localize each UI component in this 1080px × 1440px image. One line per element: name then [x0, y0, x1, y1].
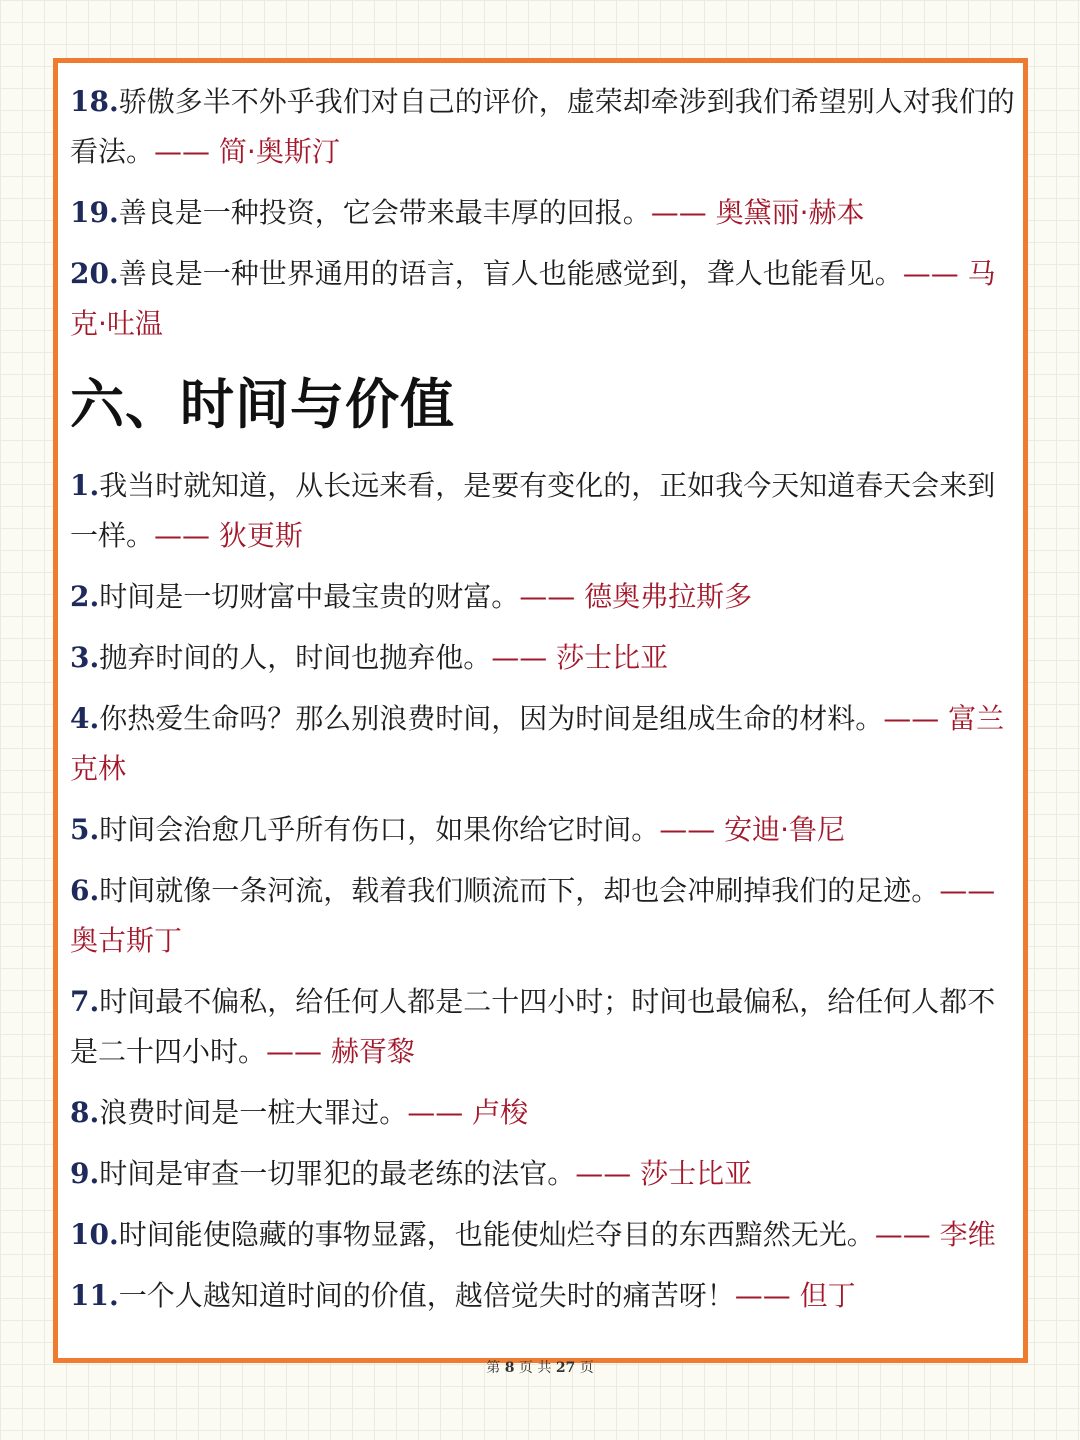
- quote-dash: ——: [266, 1035, 323, 1068]
- quote-number: 11.: [70, 1279, 119, 1312]
- quote-text: 浪费时间是一桩大罪过。: [99, 1096, 408, 1129]
- quote-author: 但丁: [799, 1279, 856, 1312]
- quote-number: 20.: [70, 257, 119, 290]
- quote-dash: ——: [939, 874, 996, 907]
- quote-item: [70, 694, 1015, 794]
- quote-item: [70, 1088, 1015, 1138]
- quote-number: 4.: [70, 702, 100, 735]
- quote-item: [70, 1210, 1015, 1260]
- quote-dash: ——: [650, 196, 707, 229]
- quote-dash: ——: [519, 580, 576, 613]
- footer-page-number: 8: [504, 1360, 515, 1376]
- quote-item: [70, 188, 1015, 238]
- quote-dash: ——: [575, 1157, 632, 1190]
- quote-item: [70, 249, 1015, 349]
- quote-item: [70, 461, 1015, 561]
- quote-item: [70, 77, 1015, 177]
- quote-dash: ——: [491, 641, 548, 674]
- footer-suffix: 页: [579, 1360, 594, 1376]
- quote-item: [70, 572, 1015, 622]
- quote-dash: ——: [874, 1218, 931, 1251]
- quote-item: [70, 1149, 1015, 1199]
- quote-text: 时间最不偏私，给任何人都是二十四小时；时间也最偏私，给任何人都不是二十四小时。: [70, 985, 996, 1068]
- quote-author: 奥黛丽·赫本: [715, 196, 865, 229]
- quote-dash: ——: [734, 1279, 791, 1312]
- quote-number: 3.: [70, 641, 100, 674]
- quote-dash: ——: [659, 813, 716, 846]
- quote-item: [70, 633, 1015, 683]
- quote-author: 富兰克林: [70, 702, 1005, 785]
- quote-text: 一个人越知道时间的价值，越倍觉失时的痛苦呀！: [118, 1279, 735, 1312]
- quote-number: 19.: [70, 196, 119, 229]
- quote-item: [70, 1271, 1015, 1321]
- quote-number: 1.: [70, 469, 100, 502]
- quote-number: 7.: [70, 985, 100, 1018]
- footer-prefix: 第: [486, 1360, 501, 1376]
- quote-author: 赫胥黎: [330, 1035, 415, 1068]
- quote-number: 5.: [70, 813, 100, 846]
- quote-author: 奥古斯丁: [70, 924, 183, 957]
- quote-dash: ——: [902, 257, 959, 290]
- quote-author: 李维: [939, 1218, 996, 1251]
- quote-text: 你热爱生命吗？那么别浪费时间，因为时间是组成生命的材料。: [99, 702, 884, 735]
- quote-author: 马克·吐温: [70, 257, 996, 340]
- quote-dash: ——: [154, 135, 211, 168]
- section-heading: 六、时间与价值: [70, 373, 455, 436]
- quote-text: 骄傲多半不外乎我们对自己的评价，虚荣却牵涉到我们希望别人对我们的看法。: [70, 85, 1015, 168]
- quote-dash: ——: [883, 702, 940, 735]
- footer-total-pages: 27: [555, 1360, 576, 1376]
- quote-text: 抛弃时间的人，时间也抛弃他。: [99, 641, 492, 674]
- quote-number: 9.: [70, 1157, 100, 1190]
- quote-text: 善良是一种世界通用的语言，盲人也能感觉到，聋人也能看见。: [118, 257, 903, 290]
- quote-dash: ——: [407, 1096, 464, 1129]
- quote-dash: ——: [154, 519, 211, 552]
- quote-author: 简·奥斯汀: [218, 135, 340, 168]
- quote-item: [70, 866, 1015, 966]
- quote-author: 莎士比亚: [556, 641, 669, 674]
- footer-middle: 页 共: [518, 1360, 552, 1376]
- quote-author: 安迪·鲁尼: [724, 813, 846, 846]
- quote-text: 时间是审查一切罪犯的最老练的法官。: [99, 1157, 576, 1190]
- content-card: [53, 58, 1028, 1363]
- quote-item: [70, 977, 1015, 1077]
- quote-author: 卢梭: [472, 1096, 529, 1129]
- quote-text: 善良是一种投资，它会带来最丰厚的回报。: [118, 196, 651, 229]
- quote-list: [70, 77, 1015, 1332]
- quote-number: 6.: [70, 874, 100, 907]
- quote-number: 18.: [70, 85, 119, 118]
- quote-number: 10.: [70, 1218, 119, 1251]
- quote-text: 时间就像一条河流，载着我们顺流而下，却也会冲刷掉我们的足迹。: [99, 874, 940, 907]
- quote-number: 8.: [70, 1096, 100, 1129]
- quote-text: 我当时就知道，从长远来看，是要有变化的，正如我今天知道春天会来到一样。: [70, 469, 996, 552]
- quote-text: 时间是一切财富中最宝贵的财富。: [99, 580, 520, 613]
- quote-text: 时间能使隐藏的事物显露，也能使灿烂夺目的东西黯然无光。: [118, 1218, 875, 1251]
- quote-author: 狄更斯: [218, 519, 303, 552]
- page-footer: [0, 1357, 1080, 1377]
- quote-author: 德奥弗拉斯多: [584, 580, 753, 613]
- quote-item: [70, 805, 1015, 855]
- quote-text: 时间会治愈几乎所有伤口，如果你给它时间。: [99, 813, 660, 846]
- quote-number: 2.: [70, 580, 100, 613]
- quote-author: 莎士比亚: [640, 1157, 753, 1190]
